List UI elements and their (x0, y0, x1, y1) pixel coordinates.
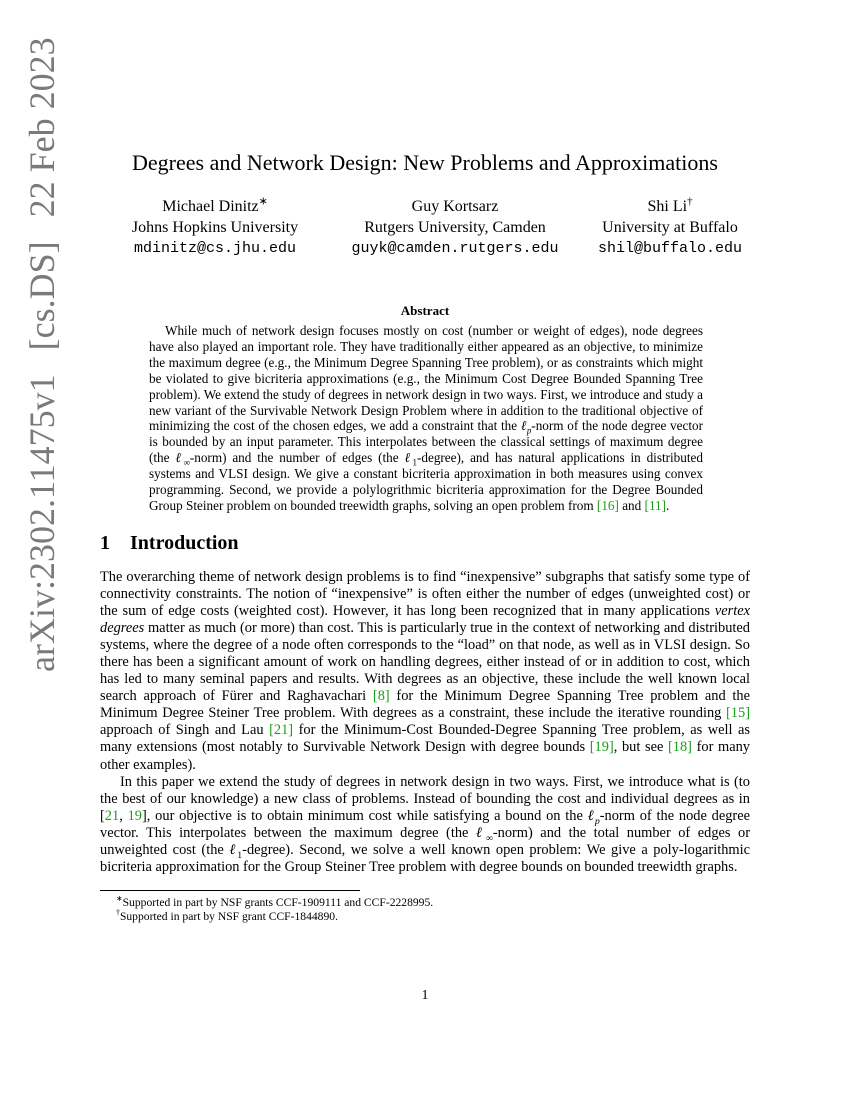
paragraph: The overarching theme of network design problems is to find “inexpensive” subgraphs that satisfy some type of connectivity constraints. The notion of “inexpensive” is often either the number of edges (unweighted cost) or the sum of edge costs (weighted cost). However, it has long been recognized that in many applications vertex degrees matter as much (or more) than cost. This is particularly true in the context of networking and distributed systems, where the degree of a node often corresponds to the “load” on that node, as well as in VLSI design. So there has been a significant amount of work on handling degrees, either instead of or in addition to cost, which has led to many seminal papers and results. With degrees as an objective, these include the well known local search approach of Fürer and Raghavachari [8] for the Minimum Degree Spanning Tree problem and the Minimum Degree Steiner Tree problem. With degrees as a constraint, these include the iterative rounding [15] approach of Singh and Lau [21] for the Minimum-Cost Bounded-Degree Spanning Tree problem, as well as many extensions (most notably to Survivable Network Design with degree bounds [19], but see [18] for many other examples). (100, 569, 750, 773)
abstract-heading: Abstract (400, 303, 450, 318)
arxiv-identifier (12, 0, 72, 672)
author-name: Shi Li (647, 198, 688, 215)
abstract-text: While much of network design focuses mostly on cost (number or weight of edges), node degrees have also played an important role. They have traditionally either appeared as an objective, to minimize the maximum degree (e.g., the Minimum Degree Spanning Tree problem), or as constraints which might be violated to give bicriteria approximations (e.g., the Minimum Cost Degree Bounded Spanning Tree problem). We extend the study of degrees in network design in two ways. First, we introduce and study a new variant of the Survivable Network Design Problem where in addition to the traditional objective of minimizing the cost of the chosen edges, we add a constraint that the ℓ$_p$-norm of the node degree vector is bounded by an input parameter. This interpolates between the classical settings of maximum degree (the ℓ$_\infty$-norm) and the number of edges (the ℓ$_1$-degree), and has natural applications in distributed systems and VLSI design. We give a constant bicriteria approximation in both measures using convex programming. Second, we provide a polylogrithmic bicriteria approximation for the Degree Bounded Group Steiner problem on bounded treewidth graphs, solving an open problem from [16] and [11]. (149, 323, 703, 513)
section-title: Introduction (130, 532, 239, 554)
author-email[interactable]: mdinitz@cs.jhu.edu (133, 240, 297, 257)
section-number: 1 (100, 532, 110, 554)
footnote-1: ∗Supported in part by NSF grants CCF-1909111 and CCF-2228995. (116, 894, 434, 909)
author-name: Michael Dinitz (162, 198, 259, 215)
author-block (100, 196, 750, 260)
author-email[interactable]: shil@buffalo.edu (597, 240, 743, 257)
author-email[interactable]: guyk@camden.rutgers.edu (351, 240, 559, 257)
arxiv-date: 22 Feb 2023 (22, 37, 62, 218)
citation-link[interactable]: 21 (104, 807, 120, 824)
paragraph: In this paper we extend the study of degrees in network design in two ways. First, we introduce what is (to the best of our knowledge) a new class of problems. Instead of bounding the cost and individual degrees as in [21, 19], our objective is to obtain minimum cost while satisfying a bound on the ℓ$_p$-norm of the node degree vector. This interpolates between the maximum degree (the ℓ$_\infty$-norm) and the total number of edges or unweighted cost (the ℓ$_1$-degree). Second, we solve a well known open problem: We give a poly-logarithmic bicriteria approximation for the Group Steiner Tree problem with degree bounds on bounded treewidth graphs. (100, 773, 751, 875)
footnote-2: †Supported in part by NSF grant CCF-1844890. (116, 908, 338, 923)
author-3 (570, 196, 770, 259)
section-heading (100, 532, 239, 555)
citation-link[interactable]: [18] (668, 739, 692, 756)
author-affiliation: Rutgers University, Camden (364, 219, 546, 236)
arxiv-id: arXiv:2302.11475v1 (22, 374, 62, 672)
author-2 (335, 196, 575, 259)
footnote-divider (100, 890, 360, 891)
introduction-body (100, 569, 750, 876)
citation-link[interactable]: [11] (644, 497, 667, 513)
citation-link[interactable]: [15] (726, 705, 750, 722)
citation-link[interactable]: [19] (589, 739, 614, 756)
author-affiliation: University at Buffalo (602, 219, 738, 236)
citation-link[interactable]: 19 (127, 807, 142, 824)
author-name: Guy Kortsarz (411, 198, 499, 215)
footnotes (100, 896, 750, 924)
citation-link[interactable]: [8] (372, 688, 390, 705)
author-affiliation: Johns Hopkins University (131, 219, 299, 236)
paper-title: Degrees and Network Design: New Problems and Approximations (132, 150, 718, 175)
citation-link[interactable]: [16] (596, 497, 619, 513)
page-number: 1 (421, 988, 429, 1003)
arxiv-category: [cs.DS] (22, 241, 62, 351)
citation-link[interactable]: [21] (269, 722, 294, 739)
author-1 (100, 196, 330, 259)
author-mark: † (687, 195, 693, 208)
author-mark: ∗ (258, 195, 268, 208)
